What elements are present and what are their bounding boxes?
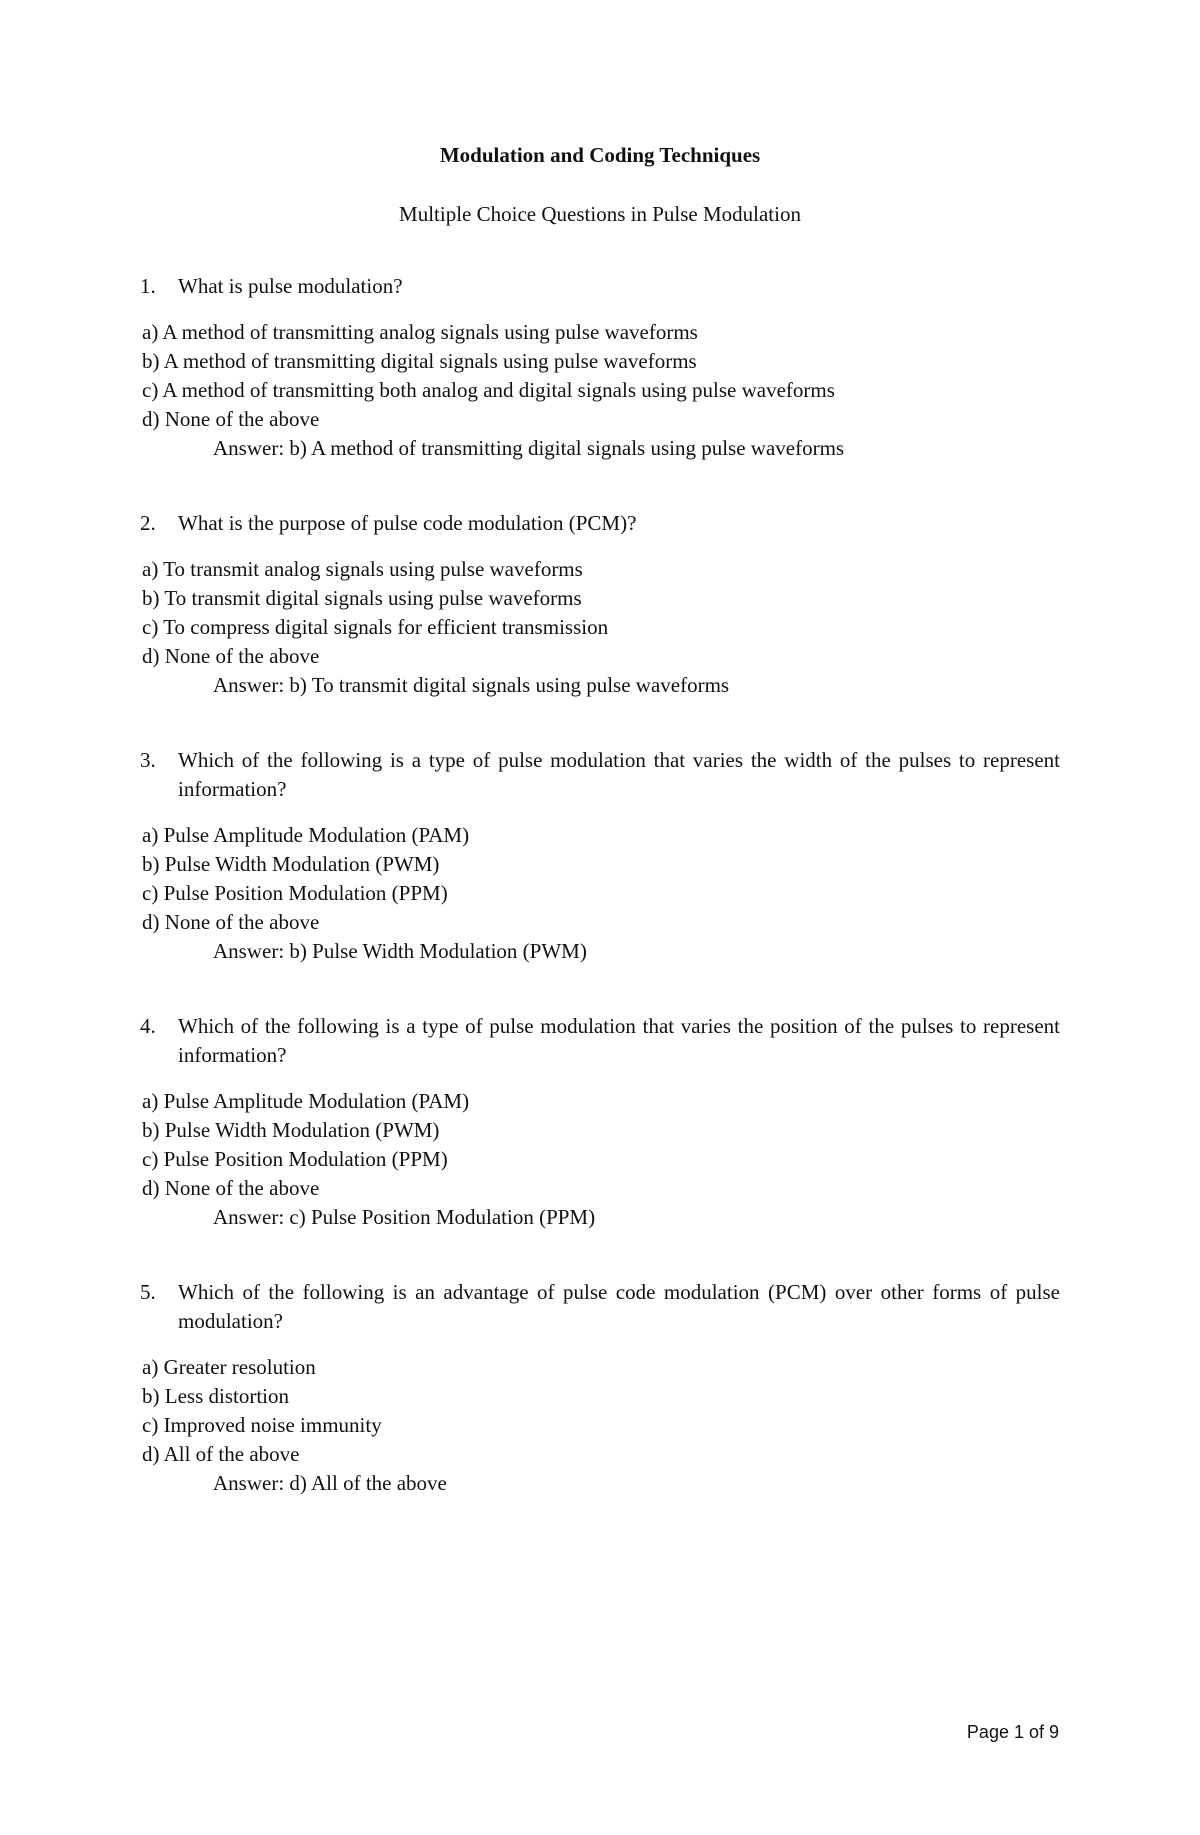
option-b: b) Pulse Width Modulation (PWM): [142, 1118, 440, 1142]
answer: Answer: b) A method of transmitting digital signals using pulse waveforms: [213, 436, 845, 460]
question-text: Which of the following is a type of pulse modulation that varies the width of the pulses to represent information?: [178, 748, 1060, 801]
answer: Answer: d) All of the above: [213, 1471, 447, 1495]
option-list: [142, 555, 1062, 671]
option-list: [142, 318, 1062, 434]
option-b: b) A method of transmitting digital signals using pulse waveforms: [142, 349, 697, 373]
option-d: d) All of the above: [142, 1442, 300, 1466]
question-text: What is pulse modulation?: [178, 274, 403, 298]
option-d: d) None of the above: [142, 644, 320, 668]
document-subtitle: Multiple Choice Questions in Pulse Modulation: [399, 202, 801, 226]
question-number: 5.: [140, 1280, 156, 1304]
option-d: d) None of the above: [142, 1176, 320, 1200]
question-stem: [142, 509, 1060, 538]
option-a: a) Greater resolution: [142, 1355, 316, 1379]
option-a: a) A method of transmitting analog signals using pulse waveforms: [142, 320, 698, 344]
question-number: 4.: [140, 1014, 156, 1038]
document-title: Modulation and Coding Techniques: [439, 143, 761, 167]
option-a: a) Pulse Amplitude Modulation (PAM): [142, 1089, 470, 1113]
option-c: c) Improved noise immunity: [142, 1413, 382, 1437]
question-stem: [142, 746, 1060, 804]
answer: Answer: b) To transmit digital signals using pulse waveforms: [213, 673, 730, 697]
question-text: What is the purpose of pulse code modulation (PCM)?: [178, 511, 637, 535]
option-d: d) None of the above: [142, 910, 320, 934]
question-number: 2.: [140, 511, 156, 535]
question-text: Which of the following is an advantage of pulse code modulation (PCM) over other forms of pulse modulation?: [178, 1280, 1060, 1333]
option-b: b) Pulse Width Modulation (PWM): [142, 852, 440, 876]
option-b: b) To transmit digital signals using pulse waveforms: [142, 586, 582, 610]
option-c: c) To compress digital signals for efficient transmission: [142, 615, 609, 639]
question-text: Which of the following is a type of pulse modulation that varies the position of the pulses to represent information?: [178, 1014, 1060, 1067]
option-list: [142, 1087, 1062, 1203]
option-c: c) A method of transmitting both analog and digital signals using pulse waveforms: [142, 378, 835, 402]
option-list: [142, 1353, 1062, 1469]
option-a: a) To transmit analog signals using pulse waveforms: [142, 557, 583, 581]
question-stem: [142, 272, 1060, 301]
question-number: 3.: [140, 748, 156, 772]
option-list: [142, 821, 1062, 937]
question-number: 1.: [140, 274, 156, 298]
page-number: Page 1 of 9: [966, 1722, 1059, 1742]
question-stem: [142, 1012, 1060, 1070]
answer: Answer: c) Pulse Position Modulation (PPM): [213, 1205, 596, 1229]
option-c: c) Pulse Position Modulation (PPM): [142, 881, 448, 905]
option-c: c) Pulse Position Modulation (PPM): [142, 1147, 448, 1171]
option-d: d) None of the above: [142, 407, 320, 431]
option-b: b) Less distortion: [142, 1384, 289, 1408]
answer: Answer: b) Pulse Width Modulation (PWM): [213, 939, 587, 963]
question-stem: [142, 1278, 1060, 1336]
option-a: a) Pulse Amplitude Modulation (PAM): [142, 823, 470, 847]
